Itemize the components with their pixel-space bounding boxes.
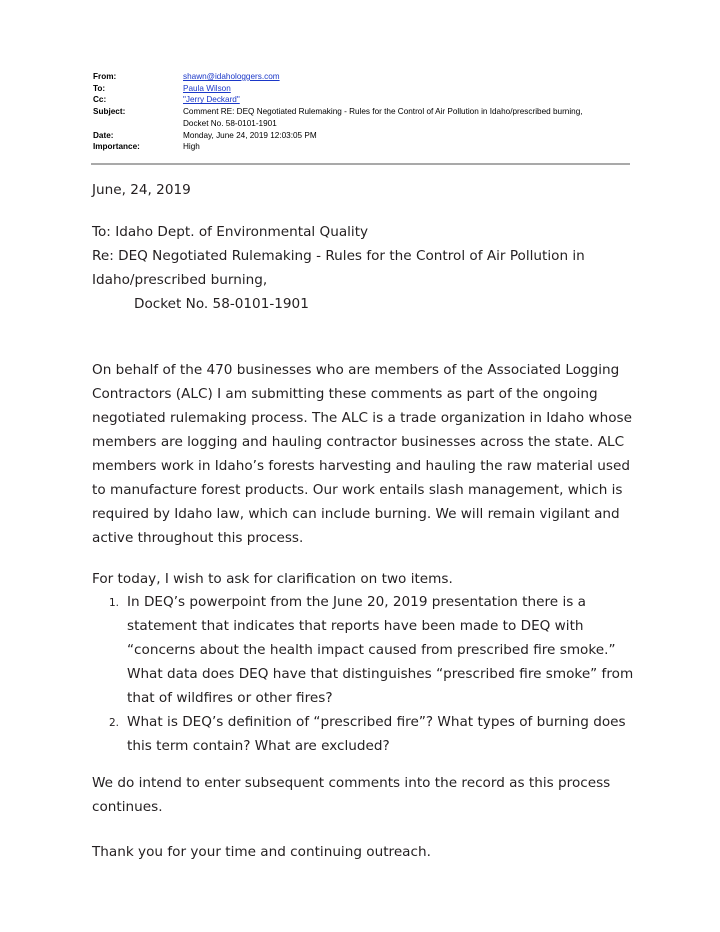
paragraph-line: Contractors (ALC) I am submitting these comments as part of the ongoing <box>92 386 598 402</box>
importance-label: Importance: <box>93 142 140 152</box>
paragraph-line: to manufacture forest products. Our work entails slash management, which is <box>92 482 623 498</box>
letter-to-line: To: Idaho Dept. of Environmental Quality <box>92 224 369 240</box>
list-item-line: “concerns about the health impact caused from prescribed fire smoke.” <box>127 642 616 658</box>
list-item-line: What is DEQ’s definition of “prescribed fire”? What types of burning does <box>127 714 626 730</box>
letter-re-line-1: Re: DEQ Negotiated Rulemaking - Rules for the Control of Air Pollution in <box>92 248 585 264</box>
letter-address-block <box>92 220 585 316</box>
subject-row <box>93 106 633 129</box>
subject-line-1: Comment RE: DEQ Negotiated Rulemaking - Rules for the Control of Air Pollution in Idaho/prescribed burning, <box>183 107 583 117</box>
paragraph-line: members are logging and hauling contractor businesses across the state. ALC <box>92 434 625 450</box>
email-header <box>93 71 633 153</box>
list-item-line: What data does DEQ have that distinguishes “prescribed fire smoke” from <box>127 666 634 682</box>
list-item-line: this term contain? What are excluded? <box>127 738 390 754</box>
cc-recipient-link[interactable]: "Jerry Deckard" <box>183 95 240 105</box>
paragraph-line: required by Idaho law, which can include burning. We will remain vigilant and <box>92 506 620 522</box>
paragraph-subsequent <box>92 771 610 819</box>
list-item-number: 1. <box>109 597 120 609</box>
date-value: Monday, June 24, 2019 12:03:05 PM <box>183 130 317 140</box>
paragraph-closing: Thank you for your time and continuing outreach. <box>92 844 431 860</box>
cc-label: Cc: <box>93 95 107 105</box>
subject-value <box>183 106 633 129</box>
list-item <box>92 590 633 710</box>
to-row <box>93 83 633 95</box>
letter-re-line-2: Idaho/prescribed burning, <box>92 272 268 288</box>
subject-label: Subject: <box>93 107 126 117</box>
paragraph-line: negotiated rulemaking process. The ALC is a trade organization in Idaho whose <box>92 410 632 426</box>
date-row <box>93 130 633 142</box>
paragraph-line: On behalf of the 470 businesses who are members of the Associated Logging <box>92 362 620 378</box>
list-item-line: that of wildfires or other fires? <box>127 690 333 706</box>
date-label: Date: <box>93 130 114 140</box>
paragraph-clarification: For today, I wish to ask for clarification on two items. <box>92 571 453 587</box>
subject-line-2: Docket No. 58-0101-1901 <box>183 118 277 128</box>
paragraph-line: active throughout this process. <box>92 530 304 546</box>
paragraph-line: members work in Idaho’s forests harvesting and hauling the raw material used <box>92 458 630 474</box>
paragraph-intro <box>92 358 632 550</box>
list-item-line: In DEQ’s powerpoint from the June 20, 2019 presentation there is a <box>127 594 586 610</box>
to-label: To: <box>93 83 106 93</box>
to-recipient-link[interactable]: Paula Wilson <box>183 83 231 93</box>
importance-row <box>93 141 633 153</box>
list-item-line: statement that indicates that reports have been made to DEQ with <box>127 618 584 634</box>
letter-docket: Docket No. 58-0101-1901 <box>134 296 309 312</box>
from-row <box>93 71 633 83</box>
importance-value: High <box>183 142 200 152</box>
from-email-link[interactable]: shawn@idahologgers.com <box>183 72 280 81</box>
list-item-number: 2. <box>109 717 120 729</box>
from-label: From: <box>93 72 117 81</box>
cc-row <box>93 94 633 106</box>
letter-date: June, 24, 2019 <box>92 182 191 198</box>
paragraph-line: We do intend to enter subsequent comments into the record as this process <box>92 775 611 791</box>
paragraph-line: continues. <box>92 799 163 815</box>
header-divider <box>91 163 630 165</box>
question-list <box>92 590 633 758</box>
list-item <box>92 710 633 758</box>
